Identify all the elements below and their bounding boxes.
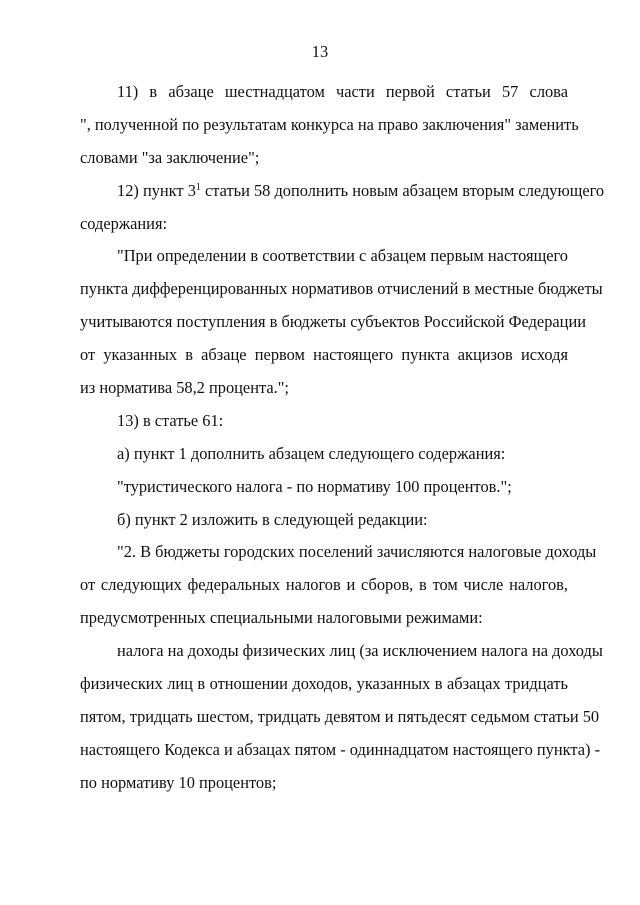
text-line: физических лиц в отношении доходов, указанных в абзацах тридцать	[80, 674, 568, 694]
text-line: 13) в статье 61:	[117, 410, 224, 430]
text-line: от указанных в абзаце первом настоящего пункта акцизов исходя	[80, 345, 568, 365]
text-line: "туристического налога - по нормативу 100 процентов.";	[117, 476, 512, 496]
text-line: учитываются поступления в бюджеты субъектов Российской Федерации	[80, 312, 586, 332]
text-line: словами "за заключение";	[80, 147, 260, 167]
text-line: "2. В бюджеты городских поселений зачисляются налоговые доходы	[117, 542, 597, 562]
text-line: пункта дифференцированных нормативов отчислений в местные бюджеты	[80, 279, 603, 299]
text-line: пятом, тридцать шестом, тридцать девятом и пятьдесят седьмом статьи 50	[80, 706, 600, 726]
page-number: 13	[311, 42, 329, 61]
text-line: а) пункт 1 дополнить абзацем следующего содержания:	[117, 443, 506, 463]
text-line: б) пункт 2 изложить в следующей редакции:	[117, 509, 428, 529]
document-body	[80, 76, 605, 800]
text-segment: 12) пункт 3	[117, 180, 196, 200]
text-line: 11) в абзаце шестнадцатом части первой статьи 57 слова	[117, 82, 568, 101]
text-line	[80, 175, 605, 208]
text-line: от следующих федеральных налогов и сборов, в том числе налогов,	[80, 575, 568, 595]
text-line: "При определении в соответствии с абзацем первым настоящего	[117, 246, 568, 266]
text-line: содержания:	[80, 213, 168, 233]
text-line: из норматива 58,2 процента.";	[80, 378, 289, 398]
text-line: предусмотренных специальными налоговыми режимами:	[80, 608, 483, 628]
text-line: ", полученной по результатам конкурса на право заключения" заменить	[80, 114, 579, 134]
text-line: налога на доходы физических лиц (за исключением налога на доходы	[117, 641, 603, 661]
text-segment: статьи 58 дополнить новым абзацем вторым следующего	[200, 180, 605, 200]
text-line: настоящего Кодекса и абзацах пятом - одиннадцатом настоящего пункта) -	[80, 739, 601, 759]
superscript: 1	[195, 181, 201, 193]
text-line: по нормативу 10 процентов;	[80, 772, 277, 792]
